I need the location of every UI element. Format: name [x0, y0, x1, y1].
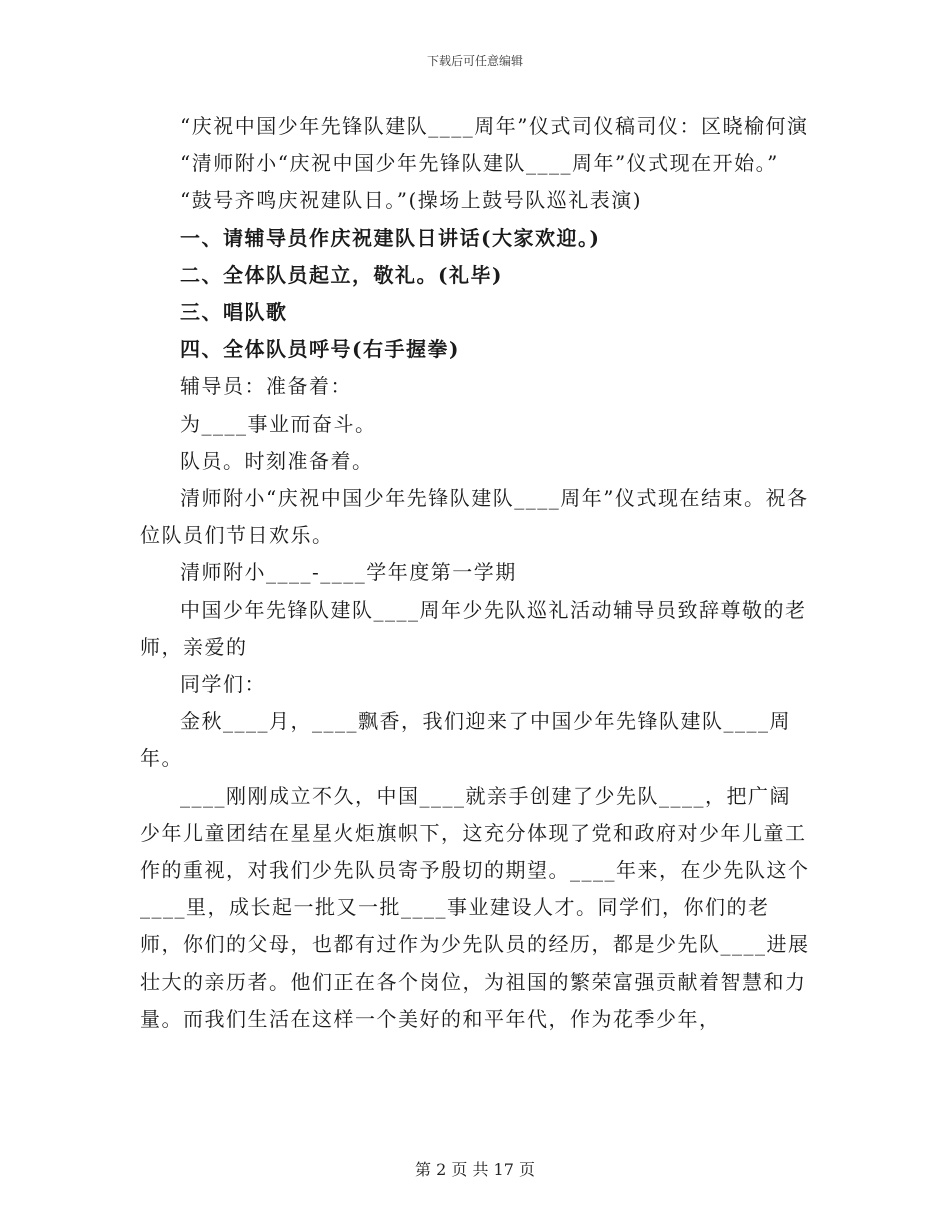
paragraph-counselor: 辅导员：准备着： — [180, 374, 352, 399]
paragraph-body: ____刚刚成立不久，中国____就亲手创建了少先队____，把广阔少年儿童团结在星星火炬旗帜下，这充分体现了党和政府对少年儿童工作的重视，对我们少先队员寄予殷切的期望。____年来，在少先队这个____里，成长起一批又一批____事业建设人才。同学们，你们的老师，你们的父母，也都有过作为少先队员的经历，都是少先队____进展壮大的亲历者。他们正在各个岗位，为祖国的繁荣富强贡献着智慧和力量。而我们生活在这样一个美好的和平年代，作为花季少年， — [140, 783, 810, 1031]
paragraph-step-3: 三、唱队歌 — [180, 300, 288, 325]
header-note: 下载后可任意编辑 — [426, 54, 523, 68]
document-body — [140, 108, 810, 1038]
paragraph-opening: “清师附小“庆祝中国少年先锋队建队____周年”仪式现在开始。” — [180, 151, 779, 176]
paragraph-semester: 清师附小____-____学年度第一学期 — [180, 560, 517, 585]
paragraph-step-1: 一、请辅导员作庆祝建队日讲话(大家欢迎。) — [180, 225, 601, 250]
page-number: 第 2 页 共 17 页 — [415, 1160, 535, 1179]
paragraph-autumn: 金秋____月，____飘香，我们迎来了中国少年先锋队建队____周年。 — [140, 709, 791, 771]
paragraph-motto: 为____事业而奋斗。 — [180, 411, 377, 436]
paragraph-title: “庆祝中国少年先锋队建队____周年”仪式司仪稿司仪：区晓榆何演 — [180, 114, 809, 138]
paragraph-step-4: 四、全体队员呼号(右手握拳) — [180, 337, 460, 362]
paragraph-drum: “鼓号齐鸣庆祝建队日。”(操场上鼓号队巡礼表演) — [180, 188, 643, 213]
paragraph-members: 队员。时刻准备着。 — [180, 448, 374, 473]
paragraph-speech-title: 中国少年先锋队建队____周年少先队巡礼活动辅导员致辞尊敬的老师，亲爱的 — [140, 597, 807, 659]
paragraph-step-2: 二、全体队员起立，敬礼。(礼毕) — [180, 262, 503, 287]
paragraph-closing: 清师附小“庆祝中国少年先锋队建队____周年”仪式现在结束。祝各位队员们节日欢乐。 — [140, 486, 809, 548]
paragraph-greeting: 同学们： — [180, 672, 266, 697]
